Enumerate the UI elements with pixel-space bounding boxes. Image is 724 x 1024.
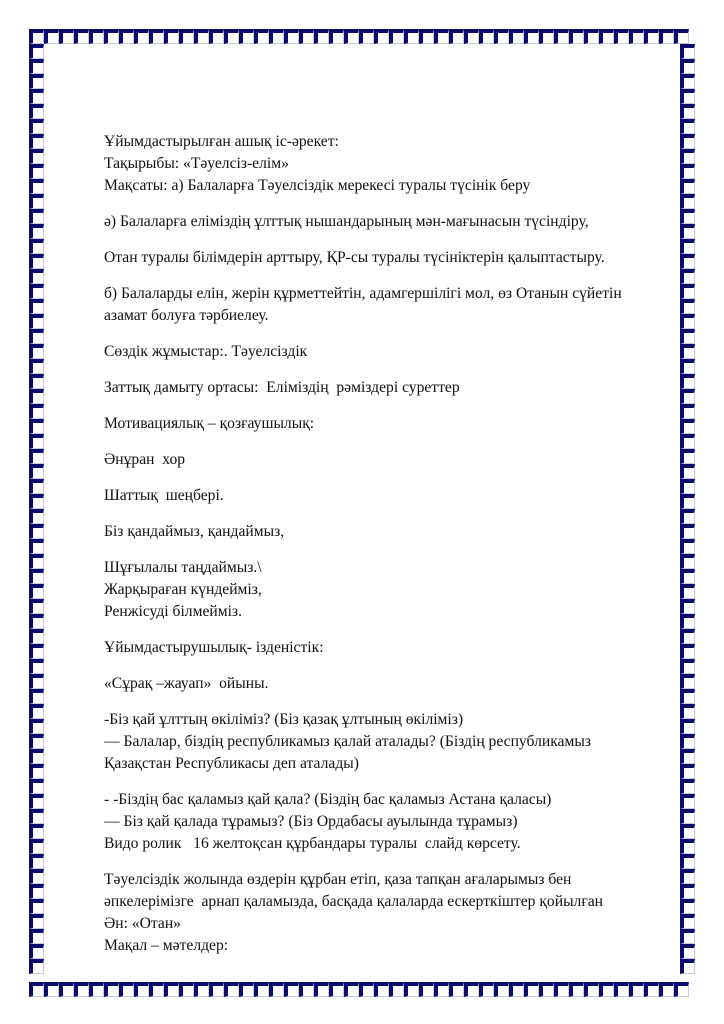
border-square-icon — [29, 179, 44, 194]
border-square-icon — [509, 982, 524, 997]
border-square-icon — [29, 119, 44, 134]
border-square-icon — [29, 824, 44, 839]
border-square-icon — [644, 29, 659, 44]
border-square-icon — [554, 982, 569, 997]
border-square-icon — [209, 29, 224, 44]
border-square-icon — [614, 29, 629, 44]
border-square-icon — [254, 29, 269, 44]
border-square-icon — [149, 982, 164, 997]
border-square-icon — [434, 29, 449, 44]
border-square-icon — [539, 982, 554, 997]
border-square-icon — [374, 29, 389, 44]
poem-line-2: Шұғылалы таңдаймыз.\ — [104, 559, 262, 576]
question-1: -Біз қай ұлттың өкіліміз? (Біз қазақ ұлтының өкіліміз) — [104, 711, 464, 728]
border-square-icon — [29, 314, 44, 329]
section-heading: Ұйымдастырылған ашық іс-әрекет: — [104, 133, 339, 150]
border-square-icon — [29, 464, 44, 479]
border-square-icon — [29, 899, 44, 914]
border-square-icon — [680, 59, 695, 74]
border-square-icon — [359, 29, 374, 44]
goal-b: б) Балаларды елін, жерін құрметтейтін, адамгершілігі мол, өз Отанын сүйетін — [104, 285, 622, 302]
question-2-cont: Қазақстан Республикасы деп аталады) — [104, 755, 359, 772]
border-square-icon — [389, 29, 404, 44]
border-square-icon — [29, 584, 44, 599]
border-square-icon — [359, 982, 374, 997]
border-square-icon — [29, 914, 44, 929]
border-square-icon — [29, 494, 44, 509]
border-square-icon — [680, 89, 695, 104]
border-square-icon — [374, 982, 389, 997]
border-square-icon — [134, 29, 149, 44]
border-square-icon — [449, 29, 464, 44]
border-square-icon — [29, 929, 44, 944]
border-square-icon — [674, 29, 689, 44]
topic-line: Тақырыбы: «Тәуелсіз-елім» — [104, 155, 289, 172]
border-square-icon — [194, 982, 209, 997]
border-square-icon — [119, 982, 134, 997]
border-square-icon — [680, 74, 695, 89]
border-square-icon — [494, 29, 509, 44]
border-square-icon — [194, 29, 209, 44]
border-square-icon — [44, 29, 59, 44]
border-square-icon — [164, 982, 179, 997]
border-square-icon — [569, 982, 584, 997]
border-square-icon — [29, 764, 44, 779]
border-square-icon — [29, 509, 44, 524]
border-square-icon — [29, 982, 44, 997]
border-square-icon — [29, 419, 44, 434]
border-square-icon — [29, 599, 44, 614]
border-square-icon — [59, 29, 74, 44]
border-square-icon — [224, 982, 239, 997]
border-square-icon — [89, 982, 104, 997]
border-square-icon — [29, 539, 44, 554]
vocabulary-work: Сөздік жұмыстар:. Тәуелсіздік — [104, 343, 308, 360]
border-square-icon — [29, 869, 44, 884]
question-2: — Балалар, біздің республикамыз қалай аталады? (Біздің республикамыз — [104, 733, 591, 750]
border-bottom — [29, 982, 689, 997]
border-square-icon — [599, 982, 614, 997]
border-square-icon — [44, 982, 59, 997]
border-square-icon — [104, 982, 119, 997]
border-square-icon — [419, 982, 434, 997]
border-square-icon — [29, 284, 44, 299]
border-square-icon — [29, 614, 44, 629]
border-square-icon — [224, 29, 239, 44]
border-square-icon — [29, 359, 44, 374]
border-square-icon — [134, 982, 149, 997]
border-square-icon — [389, 982, 404, 997]
goal-ae: ә) Балаларға еліміздің ұлттық нышандарының мән-мағынасын түсіндіру, — [104, 213, 589, 230]
border-square-icon — [29, 779, 44, 794]
border-square-icon — [29, 839, 44, 854]
border-top — [29, 29, 689, 44]
border-square-icon — [29, 89, 44, 104]
border-square-icon — [419, 29, 434, 44]
motivation-heading: Мотивациялық – қозғаушылық: — [104, 415, 315, 432]
border-square-icon — [599, 29, 614, 44]
border-square-icon — [29, 629, 44, 644]
border-square-icon — [29, 944, 44, 959]
border-square-icon — [29, 269, 44, 284]
environment: Заттық дамыту ортасы: Еліміздің рәміздері суреттер — [104, 379, 460, 396]
border-square-icon — [29, 74, 44, 89]
border-square-icon — [314, 982, 329, 997]
border-square-icon — [269, 982, 284, 997]
border-square-icon — [29, 224, 44, 239]
border-square-icon — [29, 434, 44, 449]
border-square-icon — [29, 104, 44, 119]
border-square-icon — [29, 704, 44, 719]
question-3: - -Біздің бас қаламыз қай қала? (Біздің бас қаламыз Астана қаласы) — [104, 791, 552, 808]
border-square-icon — [29, 884, 44, 899]
border-square-icon — [644, 982, 659, 997]
border-square-icon — [29, 254, 44, 269]
border-square-icon — [29, 554, 44, 569]
border-square-icon — [659, 982, 674, 997]
border-square-icon — [299, 982, 314, 997]
border-square-icon — [680, 44, 695, 59]
border-square-icon — [104, 29, 119, 44]
border-square-icon — [29, 329, 44, 344]
border-square-icon — [329, 29, 344, 44]
border-square-icon — [584, 982, 599, 997]
border-square-icon — [29, 134, 44, 149]
organizational-heading: Ұйымдастырушылық- ізденістік: — [104, 639, 324, 656]
border-square-icon — [29, 389, 44, 404]
border-square-icon — [284, 982, 299, 997]
song-line: Ән: «Отан» — [104, 915, 181, 932]
game-title: «Сұрақ –жауап» ойыны. — [104, 675, 269, 692]
proverbs-heading: Мақал – мәтелдер: — [104, 937, 229, 954]
border-square-icon — [29, 734, 44, 749]
border-square-icon — [674, 982, 689, 997]
border-square-icon — [29, 659, 44, 674]
border-square-icon — [344, 29, 359, 44]
border-square-icon — [569, 29, 584, 44]
border-square-icon — [539, 29, 554, 44]
border-square-icon — [89, 29, 104, 44]
border-square-icon — [404, 29, 419, 44]
border-square-icon — [344, 982, 359, 997]
document-body — [104, 131, 694, 957]
border-square-icon — [119, 29, 134, 44]
border-square-icon — [29, 809, 44, 824]
border-square-icon — [464, 29, 479, 44]
border-square-icon — [29, 674, 44, 689]
poem-line-1: Біз қандаймыз, қандаймыз, — [104, 523, 285, 540]
border-square-icon — [179, 982, 194, 997]
border-square-icon — [404, 982, 419, 997]
border-square-icon — [269, 29, 284, 44]
border-square-icon — [29, 719, 44, 734]
border-square-icon — [29, 149, 44, 164]
border-square-icon — [314, 29, 329, 44]
poem-line-3: Жарқыраған күндейміз, — [104, 581, 262, 598]
border-square-icon — [29, 209, 44, 224]
border-square-icon — [254, 982, 269, 997]
border-square-icon — [29, 569, 44, 584]
border-square-icon — [29, 374, 44, 389]
goal-a: Мақсаты: а) Балаларға Тәуелсіздік мерекесі туралы түсінік беру — [104, 177, 531, 194]
border-square-icon — [554, 29, 569, 44]
border-square-icon — [29, 44, 44, 59]
border-square-icon — [29, 854, 44, 869]
border-square-icon — [524, 982, 539, 997]
border-square-icon — [29, 524, 44, 539]
border-square-icon — [464, 982, 479, 997]
goal-b-cont: азамат болуға тәрбиелеу. — [104, 307, 269, 324]
border-square-icon — [299, 29, 314, 44]
video-line: Видо ролик 16 желтоқсан құрбандары туралы слайд көрсету. — [104, 835, 521, 852]
border-square-icon — [680, 104, 695, 119]
border-square-icon — [584, 29, 599, 44]
border-square-icon — [29, 194, 44, 209]
joy-circle: Шаттық шеңбері. — [104, 487, 224, 504]
border-square-icon — [239, 29, 254, 44]
memorial-text: Тәуелсіздік жолында өздерін құрбан етіп, қаза тапқан ағаларымыз бен — [104, 871, 572, 888]
border-square-icon — [449, 982, 464, 997]
border-square-icon — [524, 29, 539, 44]
border-square-icon — [284, 29, 299, 44]
border-square-icon — [29, 59, 44, 74]
border-square-icon — [29, 299, 44, 314]
border-square-icon — [29, 164, 44, 179]
border-square-icon — [29, 794, 44, 809]
border-square-icon — [629, 29, 644, 44]
border-square-icon — [149, 29, 164, 44]
border-square-icon — [209, 982, 224, 997]
border-square-icon — [164, 29, 179, 44]
border-square-icon — [29, 29, 44, 44]
border-square-icon — [329, 982, 344, 997]
border-square-icon — [29, 404, 44, 419]
border-square-icon — [29, 644, 44, 659]
border-square-icon — [629, 982, 644, 997]
border-square-icon — [659, 29, 674, 44]
border-square-icon — [29, 344, 44, 359]
border-square-icon — [434, 982, 449, 997]
question-4: — Біз қай қалада тұрамыз? (Біз Ордабасы ауылында тұрамыз) — [104, 813, 518, 830]
border-square-icon — [479, 982, 494, 997]
border-square-icon — [59, 982, 74, 997]
border-square-icon — [614, 982, 629, 997]
border-square-icon — [509, 29, 524, 44]
border-square-icon — [680, 959, 695, 974]
border-square-icon — [29, 689, 44, 704]
border-square-icon — [494, 982, 509, 997]
border-square-icon — [479, 29, 494, 44]
border-square-icon — [29, 449, 44, 464]
memorial-text-cont: әпкелерімізге арнап қаламызда, басқада қалаларда ескерткіштер қойылған — [104, 893, 603, 910]
anthem-choir: Әнұран хор — [104, 451, 186, 468]
border-square-icon — [29, 749, 44, 764]
poem-line-4: Ренжісуді білмейміз. — [104, 603, 242, 620]
goal-ae-cont: Отан туралы білімдерін арттыру, ҚР-сы туралы түсініктерін қалыптастыру. — [104, 249, 605, 266]
border-square-icon — [179, 29, 194, 44]
border-square-icon — [74, 29, 89, 44]
border-square-icon — [74, 982, 89, 997]
border-square-icon — [239, 982, 254, 997]
border-left — [29, 44, 44, 974]
border-square-icon — [29, 959, 44, 974]
border-square-icon — [29, 239, 44, 254]
border-square-icon — [29, 479, 44, 494]
